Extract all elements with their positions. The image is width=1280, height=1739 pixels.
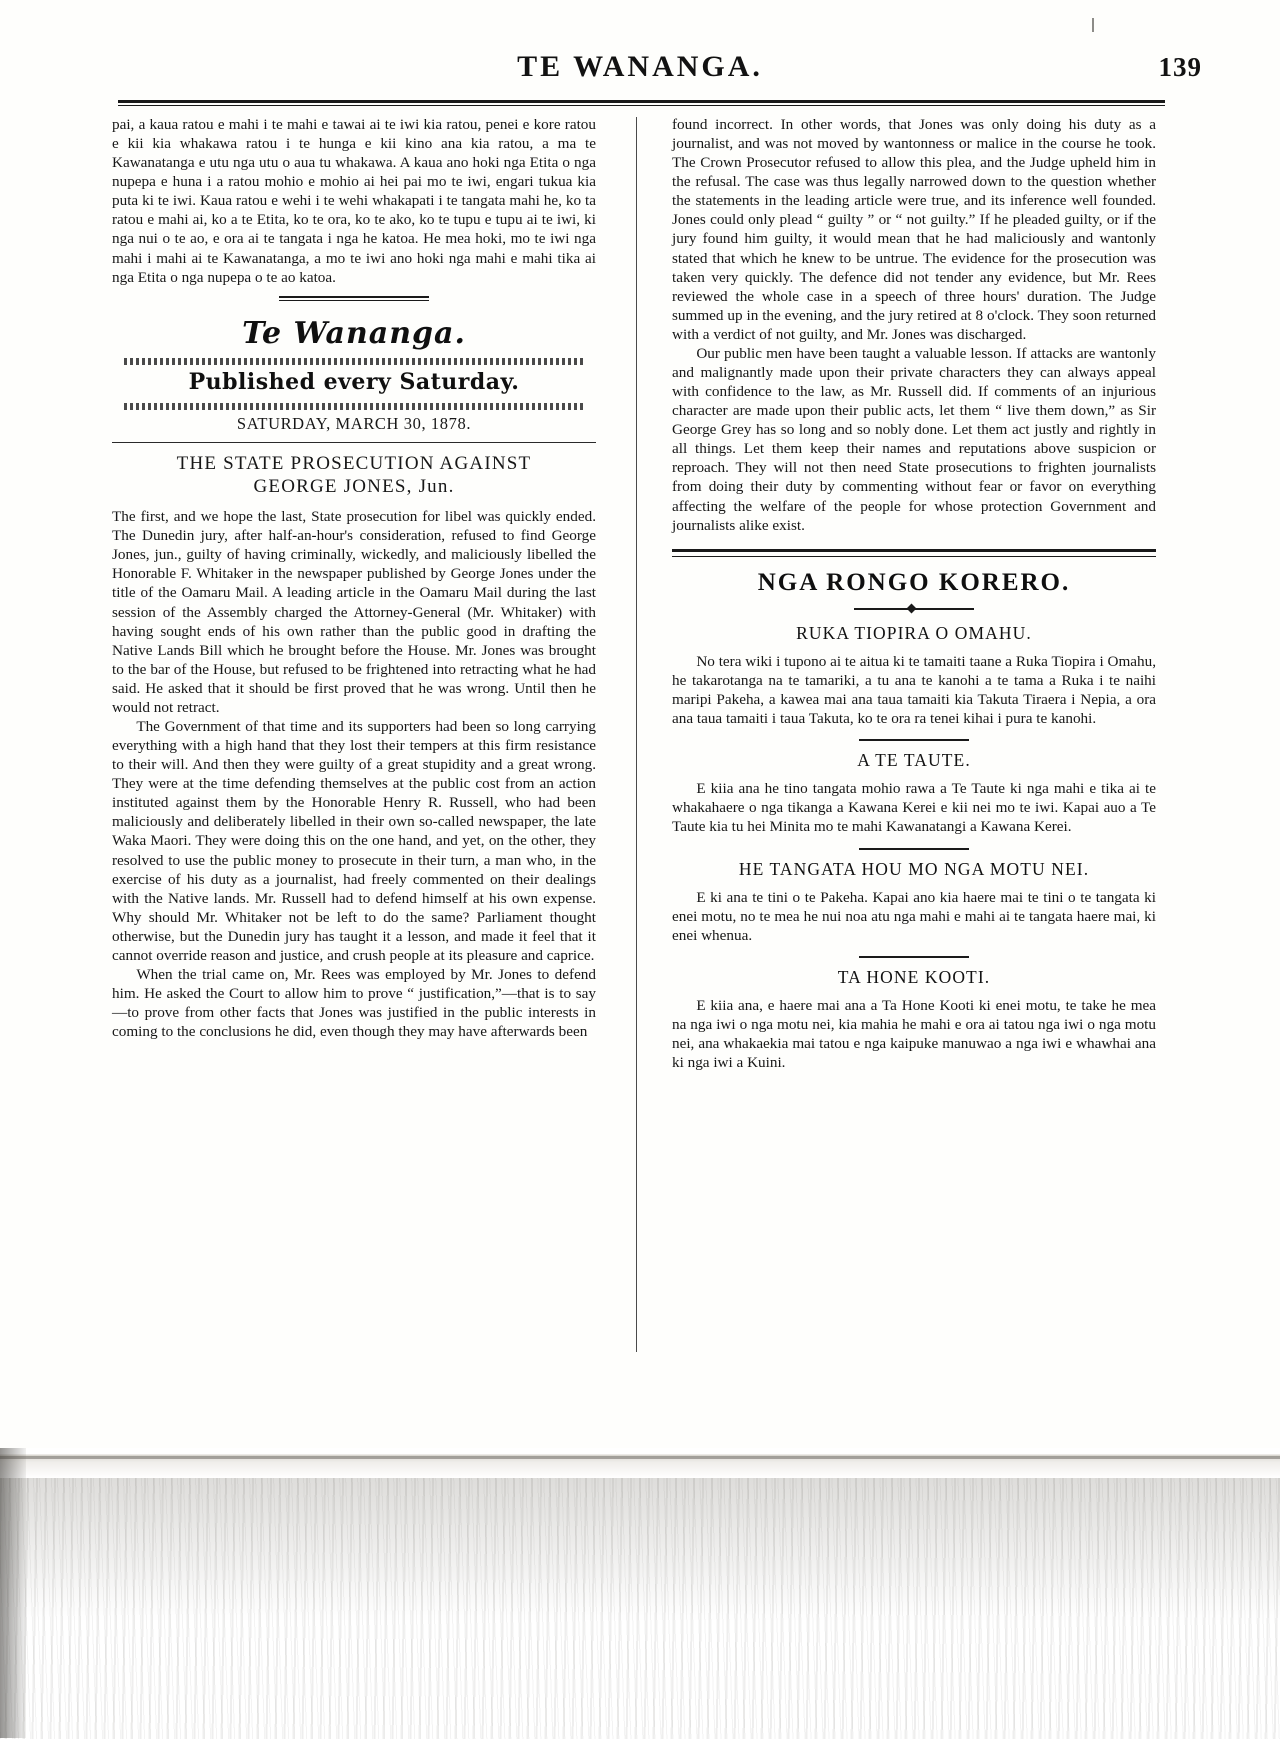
wavy-rule-bottom bbox=[124, 403, 584, 410]
section-heading: NGA RONGO KORERO. bbox=[757, 568, 1071, 596]
column-container bbox=[112, 115, 1172, 1380]
news-item-subhead: A TE TAUTE. bbox=[857, 750, 971, 771]
news-item-subhead: TA HONE KOOTI. bbox=[837, 966, 991, 987]
news-item-body: E kiia ana, e haere mai ana a Ta Hone Kooti ki enei motu, te take he mea na nga iwi o nga motu nei, kia mahia he mahi e ora ai tatou nga iwi o nga motu nei, ana whakaekia mai tatou e nga kaipuke manuwao a nga iwi e whawhai ana ki nga iwi a Kuini. bbox=[672, 996, 1156, 1071]
scan-edge-artifact bbox=[0, 1448, 1280, 1739]
article-paragraph: When the trial came on, Mr. Rees was employed by Mr. Jones to defend him. He asked the Court to allow him to prove “ justification,”—that is to say—to prove from other facts that Jones was justified in the public interests in coming to the conclusions he did, even though they may have afterwards been bbox=[112, 966, 596, 1041]
scan-noise bbox=[0, 1478, 1280, 1739]
scan-edge-line bbox=[0, 1456, 1280, 1459]
headline-line-2: GEORGE JONES, Jun. bbox=[253, 476, 455, 498]
scan-tick-mark bbox=[1092, 18, 1094, 32]
dateline-rule bbox=[112, 442, 596, 443]
news-item-body: E kiia ana he tino tangata mohio rawa a Te Taute ki nga mahi e tika ai te whakahaere o nga tikanga a Kawana Kerei e kii nei mo te iwi. Kapai auo a Te Taute kia tu hei Minita mo te mahi Kawanatangi a Kawana Kerei. bbox=[672, 780, 1156, 836]
divider-double bbox=[279, 296, 429, 301]
article-paragraph: Our public men have been taught a valuable lesson. If attacks are wantonly and malignantly made upon their private characters they can always appeal with confidence to the law, as Mr. Russell did. If comments of an injurious character are made upon their public acts, let them “ live them down,” as Sir George Grey has so long and so nobly done. Let them act justly and rightly in all things. Let them keep their names and reputations above suspicion or reproach. They will not then need State prosecutions to frighten journalists from doing their duty by commenting without fear or favor on everything affecting the welfare of the people for whose protection Government and journalists alike exist. bbox=[672, 344, 1156, 534]
published-line: Published every Saturday. bbox=[188, 369, 520, 396]
item-divider bbox=[859, 956, 969, 958]
news-item-subhead: HE TANGATA HOU MO NGA MOTU NEI. bbox=[738, 858, 1090, 879]
article-paragraph: found incorrect. In other words, that Jones was only doing his duty as a journalist, and was not moved by wantonness or malice in the course he took. The Crown Prosecutor refused to allow this plea, and the Judge upheld him in the refusal. The case was thus legally narrowed down to the question whether the statements in the leading article were true, and its inference well founded. Jones could only plead “ guilty ” or “ not guilty.” If he pleaded guilty, or if the jury found him guilty, it would mean that he had maliciously and wantonly stated that which he knew to be untrue. The evidence for the prosecution was taken very quickly. The defence did not tender any evidence, but Mr. Rees reviewed the whole case in a speech of three hours' duration. The Judge summed up in the evening, and the jury retired at 8 o'clock. They soon returned with a verdict of not guilty, and Mr. Jones was discharged. bbox=[672, 116, 1156, 343]
masthead-title: TE WANANGA. bbox=[517, 50, 763, 83]
dateline: SATURDAY, MARCH 30, 1878. bbox=[236, 413, 472, 433]
left-column bbox=[112, 115, 596, 1041]
column-divider bbox=[636, 117, 637, 1352]
wavy-rule-top bbox=[124, 358, 584, 365]
news-item-body: E ki ana te tini o te Pakeha. Kapai ano kia haere mai te tini o te tangata ki enei motu, no te mea he nui noa atu nga mahi e mahi ai te tangata haere mai, ki enei whenua. bbox=[672, 888, 1156, 944]
section-divider bbox=[672, 549, 1156, 557]
news-item-subhead: RUKA TIOPIRA O OMAHU. bbox=[796, 623, 1032, 644]
page-number: 139 bbox=[1158, 52, 1202, 82]
maori-article-paragraph: pai, a kaua ratou e mahi i te mahi e tawai ai te iwi kia ratou, penei e kore ratou e kii kia whakawa ratou i te hunga e kii kino ana kia ratou, a ma te Kawanatanga e utu nga utu o aua tu whakawa. A kaua ano hoki nga Etita o nga nupepa e huna i a ratou mohio e mohio ai hei pai mo te iwi, engari tukua kia puta ki te iwi. Kaua ratou e wehi i te wehi whakapati i te tangata mahi he, ko ta ratou e mahi ai, ko a te Etita, ko te ora, ko te ako, ko te tupu e tupu ai te iwi, ki nga nui o te ao, e ora ai te tangata i nga he katoa. He mea hoki, mo te iwi nga mahi i mahi ai te Kawanatanga, a mo te iwi ano hoki nga mahi e mahi tika ai nga Etita o nga nupepa o te ao katoa. bbox=[112, 116, 596, 286]
right-column bbox=[672, 115, 1156, 1072]
item-divider bbox=[859, 848, 969, 850]
diamond-ornament-icon bbox=[854, 604, 974, 613]
item-divider bbox=[859, 739, 969, 741]
masthead bbox=[0, 50, 1280, 84]
nameplate-title: Te Wananga. bbox=[242, 315, 466, 351]
scan-left-shadow bbox=[0, 1448, 26, 1738]
nameplate bbox=[112, 315, 596, 353]
article-paragraph: The first, and we hope the last, State prosecution for libel was quickly ended. The Dunedin jury, after half-an-hour's consideration, refused to find George Jones, jun., guilty of having criminally, wickedly, and maliciously libelled the Honorable F. Whitaker in the newspaper published by George Jones under the title of the Oamaru Mail. A leading article in the Oamaru Mail during the last session of the Assembly charged the Attorney-General (Mr. Whitaker) with having sought ends of his own rather than the public good in drafting the Native Lands Bill which he brought before the House. Mr. Jones was brought to the bar of the House, but refused to be frightened into retracting what he had said. He asked that it should be first proved that he was wrong. Until then he would not retract. bbox=[112, 508, 596, 716]
news-item-body: No tera wiki i tupono ai te aitua ki te tamaiti taane a Ruka Tiopira i Omahu, he takarotanga na te tamariki, a tu ana te kanohi a te tama a Ruka i te naihi maripi Pakeha, a kawea mai ana taua tamaiti kia Takuta Tiraera i Nepia, a ora ana taua tamaiti i taua Takuta, ko te ora ra tenei kihai i pura te kanohi. bbox=[672, 653, 1156, 728]
masthead-rule bbox=[118, 100, 1165, 106]
article-paragraph: The Government of that time and its supporters had been so long carrying everything with a high hand that they lost their tempers at this firm resistance to their will. And then they were guilty of a great stupidity and a great wrong. They were at the time defending themselves at the public cost from an action instituted against them by the Honorable Henry R. Russell, who had been maliciously and deliberately libelled in their own so-called newspaper, the late Waka Maori. They were doing this on the one hand, and yet, on the other, they resolved to use the public money to prosecute in their turn, a man who, in the exercise of his duty as a journalist, had freely commented on their dealings with the Native lands. Mr. Russell had to defend himself at his own expense. Why should Mr. Whitaker not be left to do the same? Parliament thought otherwise, but the Dunedin jury has taught it a lesson, and made it feel that it cannot override reason and justice, and crush people at its pleasure and caprice. bbox=[112, 718, 596, 964]
headline-line-1: THE STATE PROSECUTION AGAINST bbox=[176, 452, 532, 474]
article-headline bbox=[112, 452, 596, 500]
